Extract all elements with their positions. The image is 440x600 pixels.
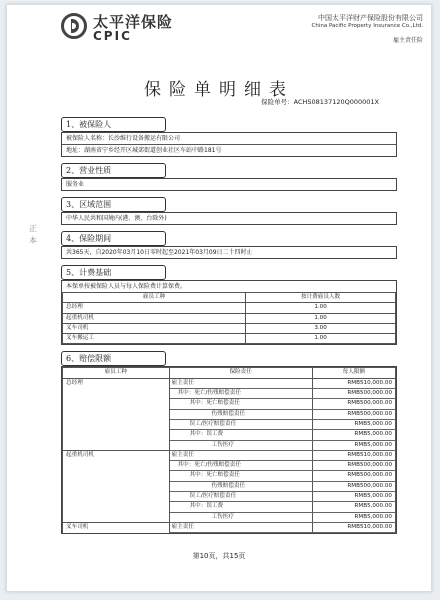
coverage-item: 其中：死亡赔偿责任 bbox=[169, 399, 312, 409]
premium-basis-table bbox=[62, 292, 396, 344]
employee-type bbox=[63, 389, 170, 399]
table-row bbox=[63, 419, 396, 429]
coverage-item: 其中：误工费 bbox=[169, 430, 312, 440]
per-person-limit: RMB500,000.00 bbox=[312, 389, 395, 399]
original-copy-mark: 正本 bbox=[29, 224, 37, 245]
coverage-item: 雇主责任 bbox=[169, 378, 312, 388]
insured-box bbox=[61, 132, 397, 157]
employee-type bbox=[63, 409, 170, 419]
employee-type bbox=[63, 502, 170, 512]
business-nature: 服务业 bbox=[66, 181, 85, 188]
employee-type: 叉车搬运工 bbox=[63, 334, 246, 344]
per-person-limit: RMB500,000.00 bbox=[312, 399, 395, 409]
logo-chinese: 太平洋保险 bbox=[93, 13, 174, 31]
company-name-cn: 中国太平洋财产保险股份有限公司 bbox=[318, 14, 423, 22]
business-box bbox=[61, 178, 397, 191]
employee-count: 3.00 bbox=[246, 323, 396, 333]
document-page bbox=[6, 4, 432, 592]
employee-count: 1.00 bbox=[246, 313, 396, 323]
insured-address: 地址：湖南省宁乡经开区城郊街道创业社区车站中路181号 bbox=[66, 147, 222, 154]
limits-box bbox=[61, 366, 397, 534]
table-row bbox=[63, 303, 396, 313]
employee-type: 起重机司机 bbox=[63, 450, 170, 460]
period-box bbox=[61, 246, 397, 259]
employee-count: 1.00 bbox=[246, 334, 396, 344]
column-header: 每人限额 bbox=[312, 368, 395, 378]
employee-type bbox=[63, 492, 170, 502]
per-person-limit: RMB5,000.00 bbox=[312, 419, 395, 429]
per-person-limit: RMB5,000.00 bbox=[312, 492, 395, 502]
employee-type bbox=[63, 512, 170, 522]
per-person-limit: RMB5,000.00 bbox=[312, 512, 395, 522]
employee-type bbox=[63, 471, 170, 481]
employee-count: 1.00 bbox=[246, 303, 396, 313]
per-person-limit: RMB510,000.00 bbox=[312, 378, 395, 388]
table-row bbox=[63, 461, 396, 471]
table-row bbox=[63, 378, 396, 388]
table-row bbox=[63, 323, 396, 333]
column-header: 雇员工种 bbox=[63, 368, 170, 378]
table-row bbox=[63, 512, 396, 522]
page-number: 第10页，共15页 bbox=[192, 552, 246, 560]
table-row bbox=[63, 522, 396, 532]
coverage-item: 其中：误工费 bbox=[169, 502, 312, 512]
table-header-row bbox=[63, 293, 396, 303]
table-row bbox=[63, 399, 396, 409]
employee-type bbox=[63, 440, 170, 450]
page-header bbox=[61, 11, 423, 47]
per-person-limit: RMB5,000.00 bbox=[312, 440, 395, 450]
insured-name: 被保险人名称：长沙维行设备搬运有限公司 bbox=[62, 133, 396, 145]
period-value: 共365天，自2020年03月10日零时起至2021年03月09日二十四时止 bbox=[66, 249, 253, 256]
employee-type bbox=[63, 419, 170, 429]
schedule-content bbox=[61, 111, 397, 534]
table-row bbox=[63, 313, 396, 323]
limits-table bbox=[62, 367, 396, 533]
per-person-limit: RMB510,000.00 bbox=[312, 450, 395, 460]
section-heading-limits: 6、赔偿限额 bbox=[61, 351, 166, 366]
premium-basis-note: 本保单按被保险人员与每人保险费计算保费。 bbox=[66, 283, 187, 290]
employee-type: 总经理 bbox=[63, 303, 246, 313]
coverage-item: 其中：死亡/伤残赔偿责任 bbox=[169, 461, 312, 471]
column-header: 雇员工种 bbox=[63, 293, 246, 303]
table-row bbox=[63, 430, 396, 440]
coverage-item: 工伤医疗 bbox=[169, 440, 312, 450]
per-person-limit: RMB510,000.00 bbox=[312, 522, 395, 532]
product-tag: 雇主责任险 bbox=[392, 37, 423, 44]
employee-type bbox=[63, 481, 170, 491]
section-heading-insured: 1、被保险人 bbox=[61, 117, 166, 132]
coverage-item: 其中：死亡/伤残赔偿责任 bbox=[169, 389, 312, 399]
employee-type: 叉车司机 bbox=[63, 323, 246, 333]
table-header-row bbox=[63, 368, 396, 378]
coverage-item: 工伤医疗 bbox=[169, 512, 312, 522]
coverage-item: 伤残赔偿责任 bbox=[169, 481, 312, 491]
table-row bbox=[63, 440, 396, 450]
section-heading-territory: 3、区域范围 bbox=[61, 197, 166, 212]
per-person-limit: RMB500,000.00 bbox=[312, 461, 395, 471]
company-name-en: China Pacific Property Insurance Co.,Ltd. bbox=[311, 23, 423, 29]
table-row bbox=[63, 492, 396, 502]
per-person-limit: RMB5,000.00 bbox=[312, 502, 395, 512]
coverage-item: 雇主责任 bbox=[169, 450, 312, 460]
premium-basis-box bbox=[61, 280, 397, 345]
coverage-item: 雇主责任 bbox=[169, 522, 312, 532]
table-row bbox=[63, 389, 396, 399]
table-row bbox=[63, 481, 396, 491]
table-row bbox=[63, 409, 396, 419]
table-row bbox=[63, 502, 396, 512]
cpic-logo-icon bbox=[61, 13, 87, 39]
logo-english: CPIC bbox=[93, 29, 132, 43]
column-header: 按计费雇员人数 bbox=[246, 293, 396, 303]
per-person-limit: RMB500,000.00 bbox=[312, 409, 395, 419]
coverage-item: 其中：死亡赔偿责任 bbox=[169, 471, 312, 481]
table-row bbox=[63, 450, 396, 460]
employee-type bbox=[63, 461, 170, 471]
employee-type bbox=[63, 399, 170, 409]
page-title: 保险单明细表 bbox=[144, 80, 294, 100]
column-header: 保险责任 bbox=[169, 368, 312, 378]
per-person-limit: RMB500,000.00 bbox=[312, 471, 395, 481]
section-heading-business: 2、营业性质 bbox=[61, 163, 166, 178]
coverage-item: 误工/医疗赔偿责任 bbox=[169, 492, 312, 502]
policy-number: 保险单号：ACHS08137120Q000001X bbox=[261, 98, 379, 106]
territory-box bbox=[61, 212, 397, 225]
employee-type: 起重机司机 bbox=[63, 313, 246, 323]
territory-value: 中华人民共和国境内(港、澳、台除外) bbox=[66, 215, 167, 222]
coverage-item: 误工/医疗赔偿责任 bbox=[169, 419, 312, 429]
per-person-limit: RMB5,000.00 bbox=[312, 430, 395, 440]
table-row bbox=[63, 471, 396, 481]
employee-type: 总经理 bbox=[63, 378, 170, 388]
section-heading-premium-basis: 5、计费基础 bbox=[61, 265, 166, 280]
table-row bbox=[63, 334, 396, 344]
employee-type bbox=[63, 430, 170, 440]
employee-type: 叉车司机 bbox=[63, 522, 170, 532]
coverage-item: 伤残赔偿责任 bbox=[169, 409, 312, 419]
section-heading-period: 4、保险期间 bbox=[61, 231, 166, 246]
per-person-limit: RMB500,000.00 bbox=[312, 481, 395, 491]
